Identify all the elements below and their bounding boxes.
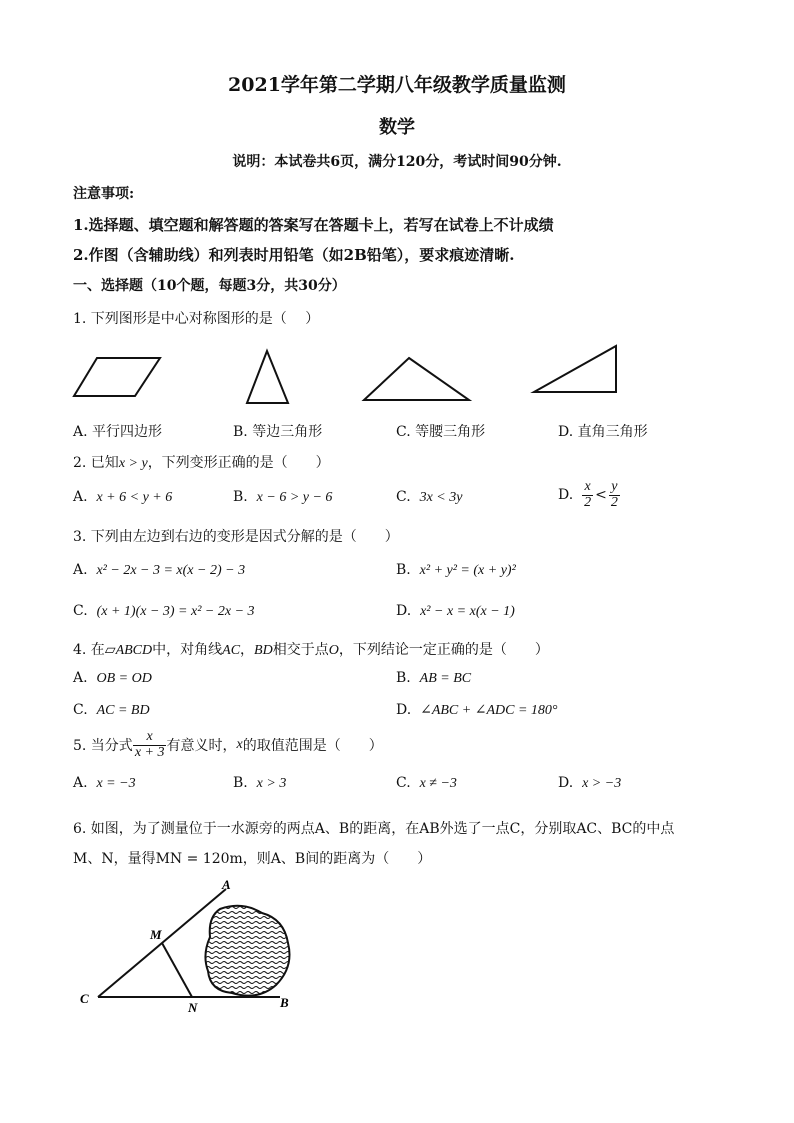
question-6-line-1: 6. 如图，为了测量位于一水源旁的两点A、B的距离，在AB外选了一点C，分别取AC、BC的中点 [73,821,675,837]
q2-d-den-left: 2 [584,494,592,510]
exam-instructions: 说明：本试卷共6页，满分120分，考试时间90分钟. [232,154,562,170]
q4-option-c [73,702,150,719]
question-1-stem: 1. 下列图形是中心对称图形的是（ ） [73,311,320,327]
q5-label-b: B. [233,775,248,791]
q5-frac-den: x + 3 [134,744,165,760]
q5-option-b [233,775,286,792]
q5-fraction [133,730,167,760]
q3-option-d [396,603,515,620]
q5-option-c [396,775,457,792]
parallelogram-figure [72,356,162,398]
q3-label-a: A. [73,562,88,578]
q4-diagonal-ac: AC [222,643,241,658]
q5-label-a: A. [73,775,88,791]
q3-label-d: D. [396,603,412,619]
pond-shape [205,906,289,996]
note-2: 2.作图（含辅助线）和列表时用铅笔（如2B铅笔），要求痕迹清晰. [73,246,515,264]
label-b: B [280,995,289,1010]
q5-stem-pre: 5. 当分式 [73,738,133,755]
q4-stem-pre: 4. 在 [73,642,105,658]
q5-label-c: C. [396,775,411,791]
q2-d-fraction-right [609,480,620,510]
q5-stem-post-a: 有意义时， [166,738,237,755]
label-n: N [188,1000,198,1015]
q2-expr-a: x + 6 < y + 6 [96,490,173,505]
exam-title: 2021学年第二学期八年级教学质量监测 [228,74,566,96]
q4-point-o: O [328,643,339,658]
q3-option-b [396,562,516,579]
q2-expr-b: x − 6 > y − 6 [256,490,333,505]
q4-option-d [396,702,558,719]
right-triangle-figure [532,344,618,394]
label-m: M [150,927,162,942]
q2-d-num-left: x [582,480,593,496]
q5-expr-c: x ≠ −3 [419,776,457,791]
question-2-stem [73,452,330,472]
q4-expr-d: ∠ABC + ∠ADC = 180° [420,703,558,718]
q5-label-d: D. [558,775,574,791]
q2-label-c: C. [396,489,411,505]
q2-option-a [73,489,172,506]
q2-label-d: D. [558,487,574,504]
q3-expr-d: x² − x = x(x − 1) [420,604,515,619]
q2-expr-c: 3x < 3y [419,490,463,505]
notes-heading: 注意事项: [73,186,135,202]
q3-expr-a: x² − 2x − 3 = x(x − 2) − 3 [96,563,246,578]
q5-frac-num: x [133,730,167,746]
q2-stem-math: x > y [118,456,148,471]
q5-option-d [558,775,621,792]
isosceles-triangle-figure [362,356,472,402]
q5-expr-d: x > −3 [582,776,622,791]
q4-label-a: A. [73,670,88,686]
q4-option-a [73,670,152,687]
q4-stem-mid3: 相交于点 [272,642,329,658]
q3-option-a [73,562,245,579]
q2-d-fraction-left [582,480,593,510]
subject-title: 数学 [379,117,415,138]
q4-label-b: B. [396,670,411,686]
q4-label-c: C. [73,702,88,718]
q4-stem-mid2: ， [240,642,255,658]
segment-mn [162,943,192,997]
q5-expr-b: x > 3 [256,776,287,791]
q5-stem-var: x [236,737,243,753]
q2-stem-post: ，下列变形正确的是（ ） [147,455,330,471]
q1-option-c: C. 等腰三角形 [396,424,486,440]
question-4-stem [73,639,549,659]
q4-parallelogram-name: ▱ABCD [104,643,153,658]
label-c: C [80,991,89,1006]
q2-d-operator: < [595,487,607,504]
q1-option-d: D. 直角三角形 [558,424,648,440]
question-6-line-2: M、N，量得MN = 120m，则A、B间的距离为（ ） [73,851,432,867]
section-heading: 一、选择题（10个题，每题3分，共30分） [73,278,346,294]
label-a: A [222,877,231,892]
equilateral-triangle-figure [245,349,290,405]
q3-expr-b: x² + y² = (x + y)² [419,563,516,578]
question-5-stem [73,730,383,760]
q3-option-c [73,603,255,620]
q4-expr-b: AB = BC [419,671,472,686]
note-1: 1.选择题、填空题和解答题的答案写在答题卡上，若写在试卷上不计成绩 [73,216,554,234]
q4-expr-c: AC = BD [96,703,150,718]
q2-stem-pre: 2. 已知 [73,455,119,471]
measurement-diagram [70,875,310,1015]
q5-expr-a: x = −3 [96,776,136,791]
q1-option-a: A. 平行四边形 [73,424,163,440]
q4-diagonal-bd: BD [254,643,273,658]
q4-label-d: D. [396,702,412,718]
q2-label-b: B. [233,489,248,505]
q5-stem-post-b: 的取值范围是（ ） [242,738,383,755]
q4-stem-post: ，下列结论一定正确的是（ ） [338,642,549,658]
q3-label-c: C. [73,603,88,619]
q4-stem-mid1: 中，对角线 [152,642,223,658]
q4-option-b [396,670,471,687]
q2-d-den-right: 2 [610,494,618,510]
question-3-stem: 3. 下列由左边到右边的变形是因式分解的是（ ） [73,529,399,545]
q3-expr-c: (x + 1)(x − 3) = x² − 2x − 3 [96,604,255,619]
q2-option-b [233,489,332,506]
q2-option-c [396,489,462,506]
q3-label-b: B. [396,562,411,578]
q2-option-d [558,480,620,510]
q1-option-b: B. 等边三角形 [233,424,323,440]
q4-expr-a: OB = OD [96,671,152,686]
q5-option-a [73,775,136,792]
q2-d-num-right: y [609,480,620,496]
q2-label-a: A. [73,489,88,505]
